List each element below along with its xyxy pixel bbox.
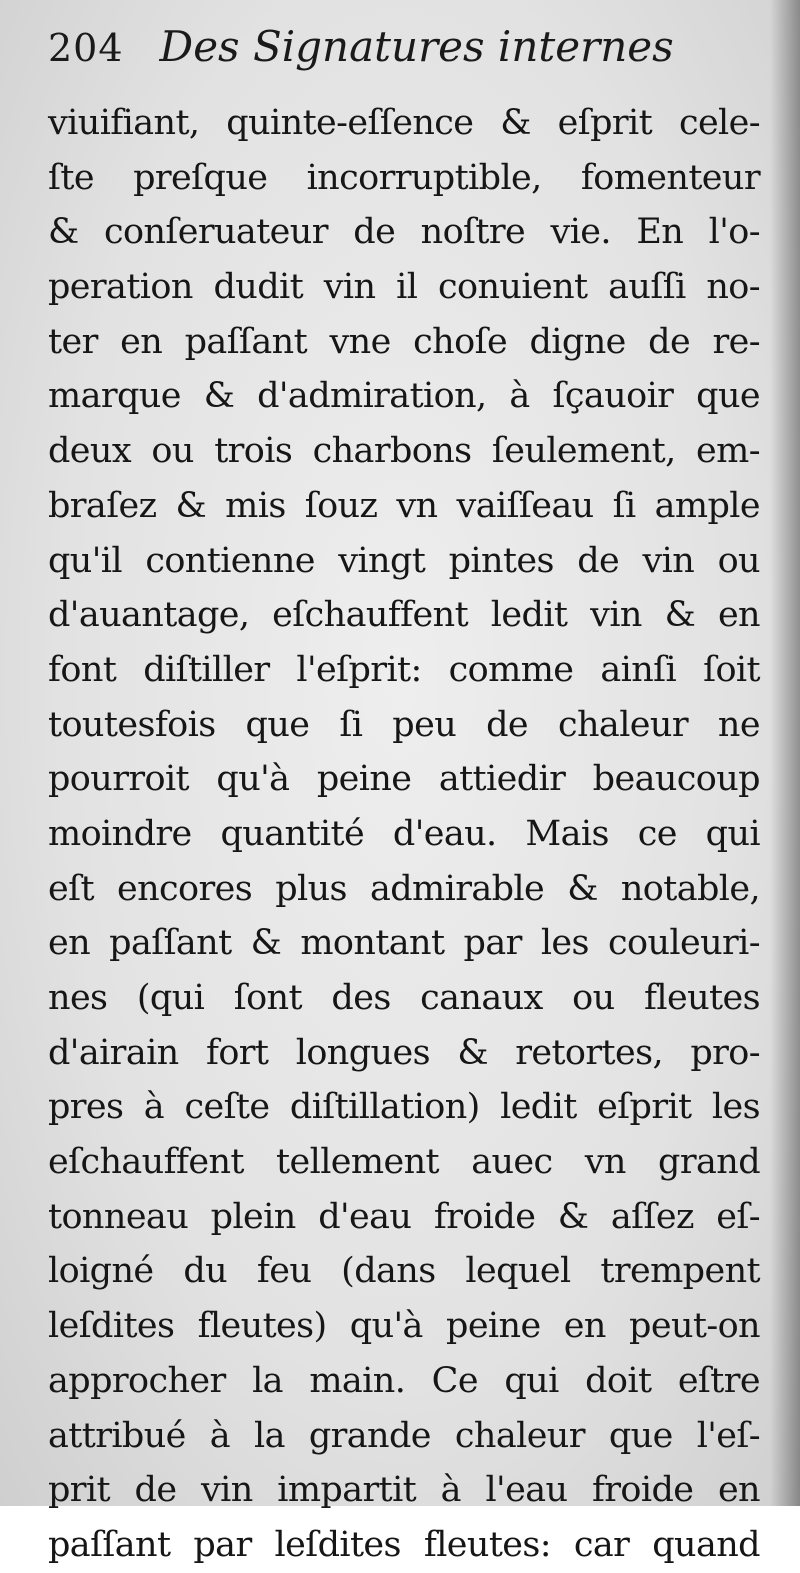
text-line: font diſtiller l'eſprit: comme ainſi ſoit xyxy=(48,649,760,690)
text-line: d'airain fort longues & retortes, pro- xyxy=(48,1032,760,1073)
text-line: marque & d'admiration, à ſçauoir que xyxy=(48,376,760,417)
text-line: d'auantage, eſchauffent ledit vin & en xyxy=(48,595,760,636)
text-line: deux ou trois charbons ſeulement, em- xyxy=(48,431,760,472)
text-line: braſez & mis ſouz vn vaiſſeau ſi ample xyxy=(48,485,760,526)
body-text xyxy=(48,96,760,1573)
text-line: moindre quantité d'eau. Mais ce qui xyxy=(48,813,760,854)
text-line: attribué à la grande chaleur que l'eſ- xyxy=(48,1415,760,1456)
text-line: qu'il contienne vingt pintes de vin ou xyxy=(48,540,760,581)
text-line: & conſeruateur de noſtre vie. En l'o- xyxy=(48,212,760,253)
text-line: loigné du feu (dans lequel trempent xyxy=(48,1251,760,1292)
text-line: viuifiant, quinte-eſſence & eſprit cele- xyxy=(48,103,760,143)
text-line: eſt encores plus admirable & notable, xyxy=(48,868,760,909)
text-line: nes (qui ſont des canaux ou fleutes xyxy=(48,978,760,1018)
text-line: eſchauffent tellement auec vn grand xyxy=(48,1142,760,1183)
page-header xyxy=(48,22,674,88)
page-number: 204 xyxy=(48,26,124,70)
text-line: en paſſant & montant par les couleuri- xyxy=(48,923,760,964)
text-line: pourroit qu'à peine attiedir beaucoup xyxy=(48,759,760,800)
running-title: Des Signatures internes xyxy=(159,22,674,71)
text-line: peration dudit vin il conuient auſſi no- xyxy=(48,267,760,308)
text-line: ſte preſque incorruptible, fomenteur xyxy=(48,157,760,198)
text-line: paſſant par leſdites fleutes: car quand xyxy=(48,1524,760,1565)
text-line: prit de vin impartit à l'eau froide en xyxy=(48,1470,760,1511)
text-line: pres à ceſte diſtillation) ledit eſprit les xyxy=(48,1087,760,1128)
text-line: tonneau plein d'eau froide & aſſez eſ- xyxy=(48,1196,760,1237)
text-line: approcher la main. Ce qui doit eſtre xyxy=(48,1360,760,1401)
text-line: leſdites fleutes) qu'à peine en peut-on xyxy=(48,1306,760,1347)
text-line: toutesfois que ſi peu de chaleur ne xyxy=(48,704,760,745)
text-line: ter en paſſant vne choſe digne de re- xyxy=(48,321,760,362)
